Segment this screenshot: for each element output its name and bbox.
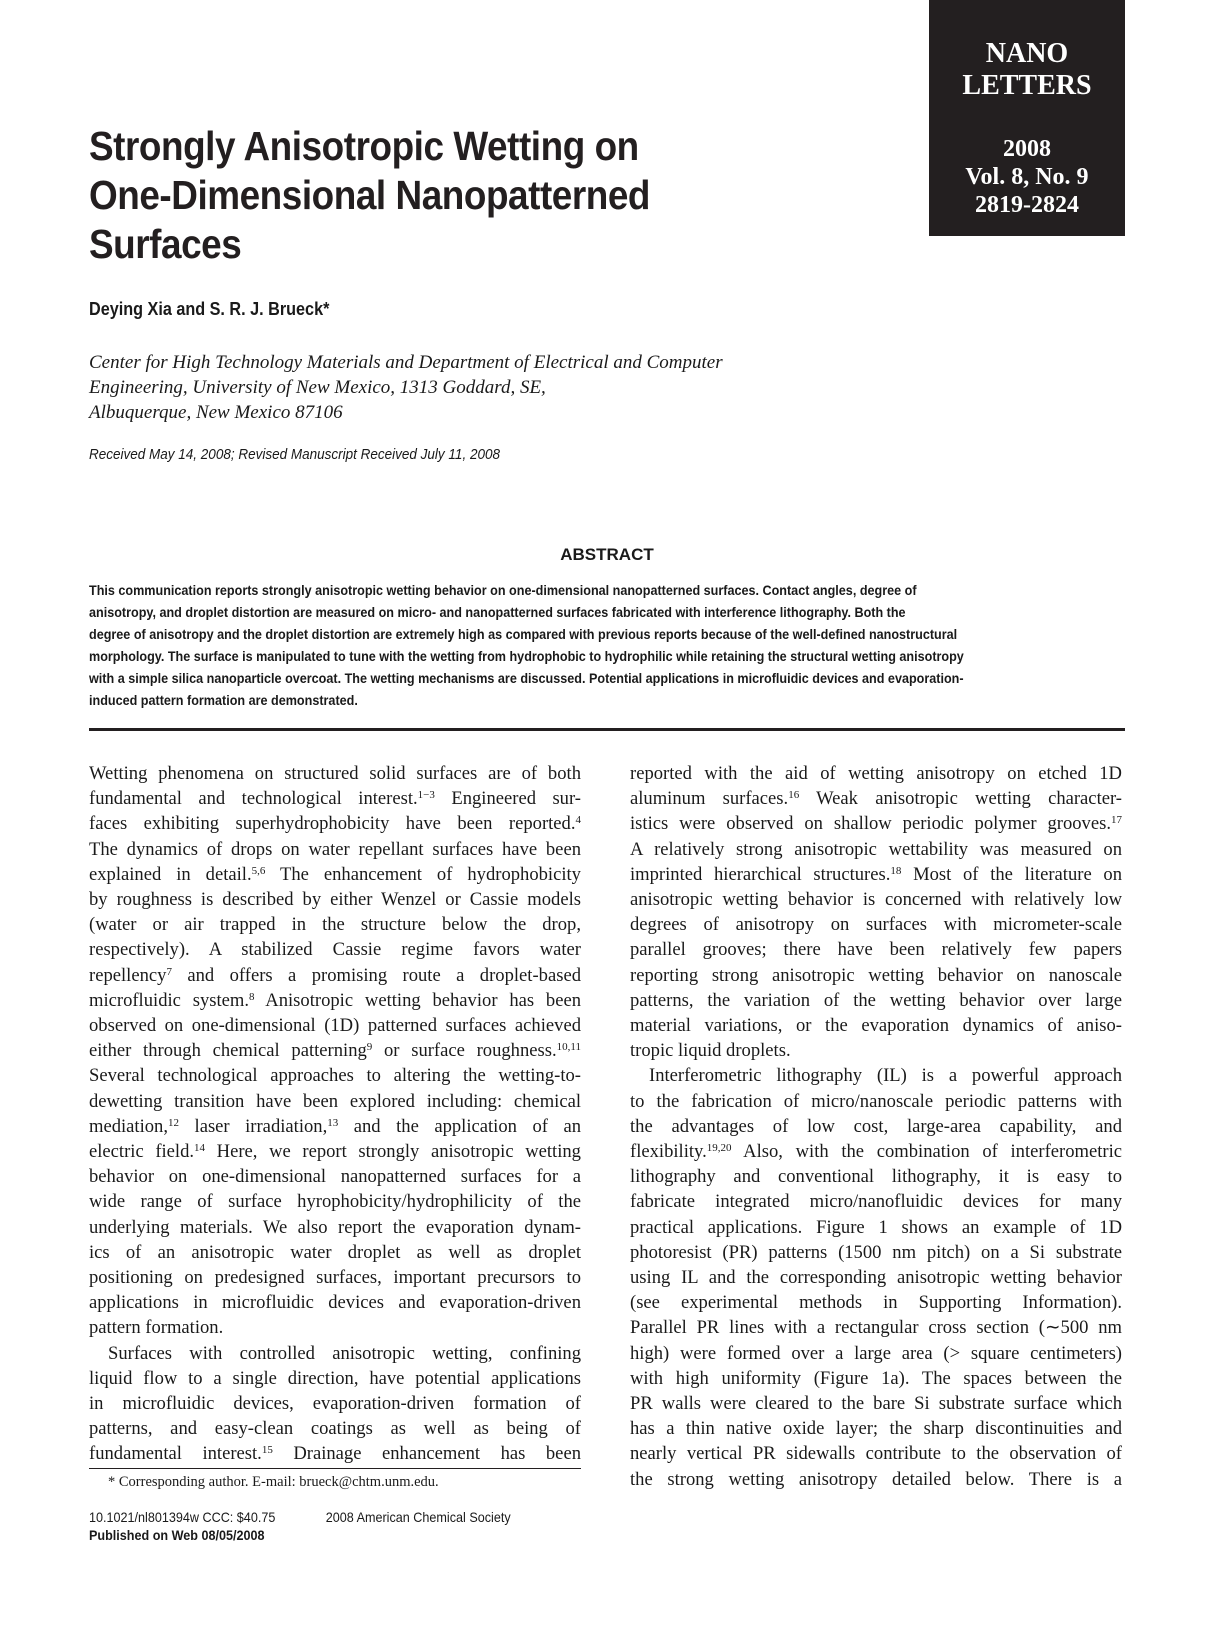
text-line: fundamental interest.$^{15}$ Drainage enhancement has been [89, 1443, 581, 1465]
text-line: patterns, and easy-clean coatings as well as being of [89, 1418, 581, 1440]
text-line: electric field.$^{14}$ Here, we report strongly anisotropic wetting [89, 1141, 581, 1163]
text-line: photoresist (PR) patterns (1500 nm pitch) on a Si substrate [630, 1241, 1122, 1263]
citation-ref[interactable]: 7 [166, 965, 172, 978]
citation-ref[interactable]: 5,6 [251, 864, 266, 877]
abstract-body [89, 579, 1124, 711]
text-line: imprinted hierarchical structures.$^{18}$ Most of the literature on [630, 863, 1122, 885]
text-line: repellency$^7$ and offers a promising route a droplet-based [89, 964, 581, 986]
text-line: flexibility.$^{19,20}$ Also, with the combination of interferometric [630, 1141, 1122, 1163]
text-line: by roughness is described by either Wenzel or Cassie models [89, 889, 581, 911]
text-line: tropic liquid droplets. [630, 1040, 791, 1062]
text-line: either through chemical patterning$^9$ or surface roughness.$^{10,11}$ [89, 1040, 581, 1062]
abstract-divider [89, 728, 1125, 731]
title-line: Strongly Anisotropic Wetting on [89, 123, 639, 169]
text-line: degrees of anisotropy on surfaces with micrometer-scale [630, 914, 1122, 936]
affiliation-line: Albuquerque, New Mexico 87106 [89, 402, 343, 423]
abstract-line: This communication reports strongly anisotropic wetting behavior on one-dimensional nanopatterned surfaces. Contact angles, degree of [89, 582, 917, 598]
affiliation-line: Center for High Technology Materials and Department of Electrical and Computer [89, 352, 723, 373]
affiliation [89, 350, 849, 425]
text-line: A relatively strong anisotropic wettability was measured on [630, 838, 1122, 860]
text-line: parallel grooves; there have been relatively few papers [630, 939, 1122, 961]
affiliation-line: Engineering, University of New Mexico, 1313 Goddard, SE, [89, 377, 546, 398]
citation-ref[interactable]: 8 [249, 990, 255, 1003]
text-line: in microfluidic devices, evaporation-driven formation of [89, 1393, 581, 1415]
text-line: The dynamics of drops on water repellant surfaces have been [89, 838, 581, 860]
title-line: Surfaces [89, 221, 242, 267]
text-line: the strong wetting anisotropy detailed below. There is a [630, 1468, 1122, 1490]
text-line: using IL and the corresponding anisotropic wetting behavior [630, 1267, 1122, 1289]
text-line: practical applications. Figure 1 shows an example of 1D [630, 1216, 1122, 1238]
journal-name-line: LETTERS [962, 70, 1092, 101]
abstract-line: induced pattern formation are demonstrated. [89, 692, 358, 708]
text-line: to the fabrication of micro/nanoscale periodic patterns with [630, 1090, 1122, 1112]
text-line: reported with the aid of wetting anisotropy on etched 1D [630, 763, 1122, 784]
text-line: Parallel PR lines with a rectangular cross section (∼500 nm [630, 1317, 1122, 1339]
citation-ref[interactable]: 10,11 [556, 1041, 581, 1054]
journal-volume: Vol. 8, No. 9 [965, 164, 1089, 190]
journal-issue [929, 135, 1125, 219]
journal-name-line: NANO [985, 38, 1069, 69]
abstract-line: morphology. The surface is manipulated to tune with the wetting from hydrophobic to hydrophilic while retaining the structural wetting anisotropy [89, 648, 964, 664]
text-line: has a thin native oxide layer; the sharp discontinuities and [630, 1418, 1122, 1440]
title-line: One-Dimensional Nanopatterned [89, 172, 651, 218]
text-line: Several technological approaches to altering the wetting-to- [89, 1065, 581, 1087]
citation-ref[interactable]: 19,20 [706, 1142, 732, 1155]
text-line: microfluidic system.$^8$ Anisotropic wetting behavior has been [89, 989, 582, 1011]
text-line: liquid flow to a single direction, have potential applications [89, 1367, 581, 1389]
citation-ref[interactable]: 1−3 [417, 789, 435, 802]
citation-ref[interactable]: 13 [327, 1116, 339, 1129]
citation-ref[interactable]: 18 [890, 864, 902, 877]
corresponding-author-footnote: * Corresponding author. E-mail: brueck@chtm.unm.edu. [108, 1474, 439, 1490]
abstract-line: with a simple silica nanoparticle overcoat. The wetting mechanisms are discussed. Potential applications in microfluidic devices and evaporation- [89, 670, 964, 686]
text-line: Wetting phenomena on structured solid surfaces are of both [89, 763, 581, 784]
text-line: Surfaces with controlled anisotropic wetting, confining [108, 1342, 581, 1364]
text-line: explained in detail.$^{5,6}$ The enhancement of hydrophobicity [89, 863, 581, 885]
text-line: wide range of surface hyrophobicity/hydrophilicity of the [89, 1191, 581, 1213]
copyright: 2008 American Chemical Society [325, 1509, 511, 1525]
citation-ref[interactable]: 15 [261, 1444, 273, 1457]
text-line: ics of an anisotropic water droplet as well as droplet [89, 1241, 581, 1263]
abstract-line: anisotropy, and droplet distortion are measured on micro- and nanopatterned surfaces fabricated with interference lithography. Both the [89, 604, 906, 620]
citation-ref[interactable]: 9 [366, 1041, 373, 1054]
text-line: applications in microfluidic devices and evaporation-driven [89, 1292, 581, 1314]
journal-year: 2008 [1003, 136, 1051, 162]
text-line: respectively). A stabilized Cassie regime favors water [89, 939, 581, 961]
authors: Deying Xia and S. R. J. Brueck* [89, 299, 330, 319]
text-line: observed on one-dimensional (1D) patterned surfaces achieved [89, 1015, 581, 1037]
text-line: nearly vertical PR sidewalls contribute to the observation of [630, 1443, 1122, 1465]
text-line: the advantages of low cost, large-area capability, and [630, 1115, 1122, 1137]
text-line: mediation,$^{12}$ laser irradiation,$^{13}$ and the application of an [89, 1115, 581, 1137]
text-line: Interferometric lithography (IL) is a powerful approach [649, 1065, 1122, 1087]
text-line: with high uniformity (Figure 1a). The spaces between the [630, 1367, 1122, 1389]
text-line: reporting strong anisotropic wetting behavior on nanoscale [630, 964, 1122, 986]
text-line: high) were formed over a large area (> square centimeters) [630, 1342, 1122, 1364]
text-line: pattern formation. [89, 1317, 224, 1339]
citation-ref[interactable]: 4 [575, 814, 581, 827]
text-line: fundamental and technological interest.$^{1-3}$ Engineered sur- [89, 788, 581, 810]
body-column-right [630, 761, 1122, 1492]
citation-ref[interactable]: 16 [788, 789, 800, 802]
text-line: underlying materials. We also report the evaporation dynam- [89, 1216, 581, 1238]
text-line: behavior on one-dimensional nanopatterned surfaces for a [89, 1166, 581, 1188]
journal-name [929, 38, 1125, 102]
body-column-left [89, 761, 581, 1467]
text-line: fabricate integrated micro/nanofluidic devices for many [630, 1191, 1122, 1213]
citation-ref[interactable]: 12 [168, 1116, 180, 1129]
text-line: faces exhibiting superhydrophobicity have been reported.$^4$ [89, 813, 581, 835]
text-line: (water or air trapped in the structure below the drop, [89, 914, 581, 936]
citation-ref[interactable]: 14 [194, 1142, 206, 1155]
text-line: material variations, or the evaporation dynamics of aniso- [630, 1015, 1122, 1037]
text-line: PR walls were cleared to the bare Si substrate surface which [630, 1393, 1122, 1415]
text-line: (see experimental methods in Supporting Information). [630, 1292, 1122, 1314]
doi-line [89, 1509, 511, 1525]
published-date: Published on Web 08/05/2008 [89, 1527, 265, 1543]
text-line: patterns, the variation of the wetting behavior over large [630, 989, 1122, 1011]
journal-pages: 2819-2824 [975, 192, 1079, 218]
received-dates: Received May 14, 2008; Revised Manuscript Received July 11, 2008 [89, 446, 500, 463]
journal-badge [929, 0, 1125, 236]
citation-ref[interactable]: 17 [1111, 814, 1122, 827]
text-line: positioning on predesigned surfaces, important precursors to [89, 1267, 581, 1289]
text-line: lithography and conventional lithography, it is easy to [630, 1166, 1122, 1188]
abstract-heading: ABSTRACT [560, 545, 654, 564]
text-line: aluminum surfaces.$^{16}$ Weak anisotropic wetting character- [630, 788, 1122, 810]
footnote-divider [89, 1468, 581, 1469]
paper-title [89, 122, 737, 269]
text-line: istics were observed on shallow periodic polymer grooves.$^{17}$ [630, 813, 1122, 835]
abstract-line: degree of anisotropy and the droplet distortion are extremely high as compared with previous reports because of the well-defined nanostructural [89, 626, 958, 642]
doi: 10.1021/nl801394w CCC: $40.75 [89, 1509, 276, 1525]
text-line: anisotropic wetting behavior is concerned with relatively low [630, 889, 1122, 911]
text-line: dewetting transition have been explored including: chemical [89, 1090, 581, 1112]
